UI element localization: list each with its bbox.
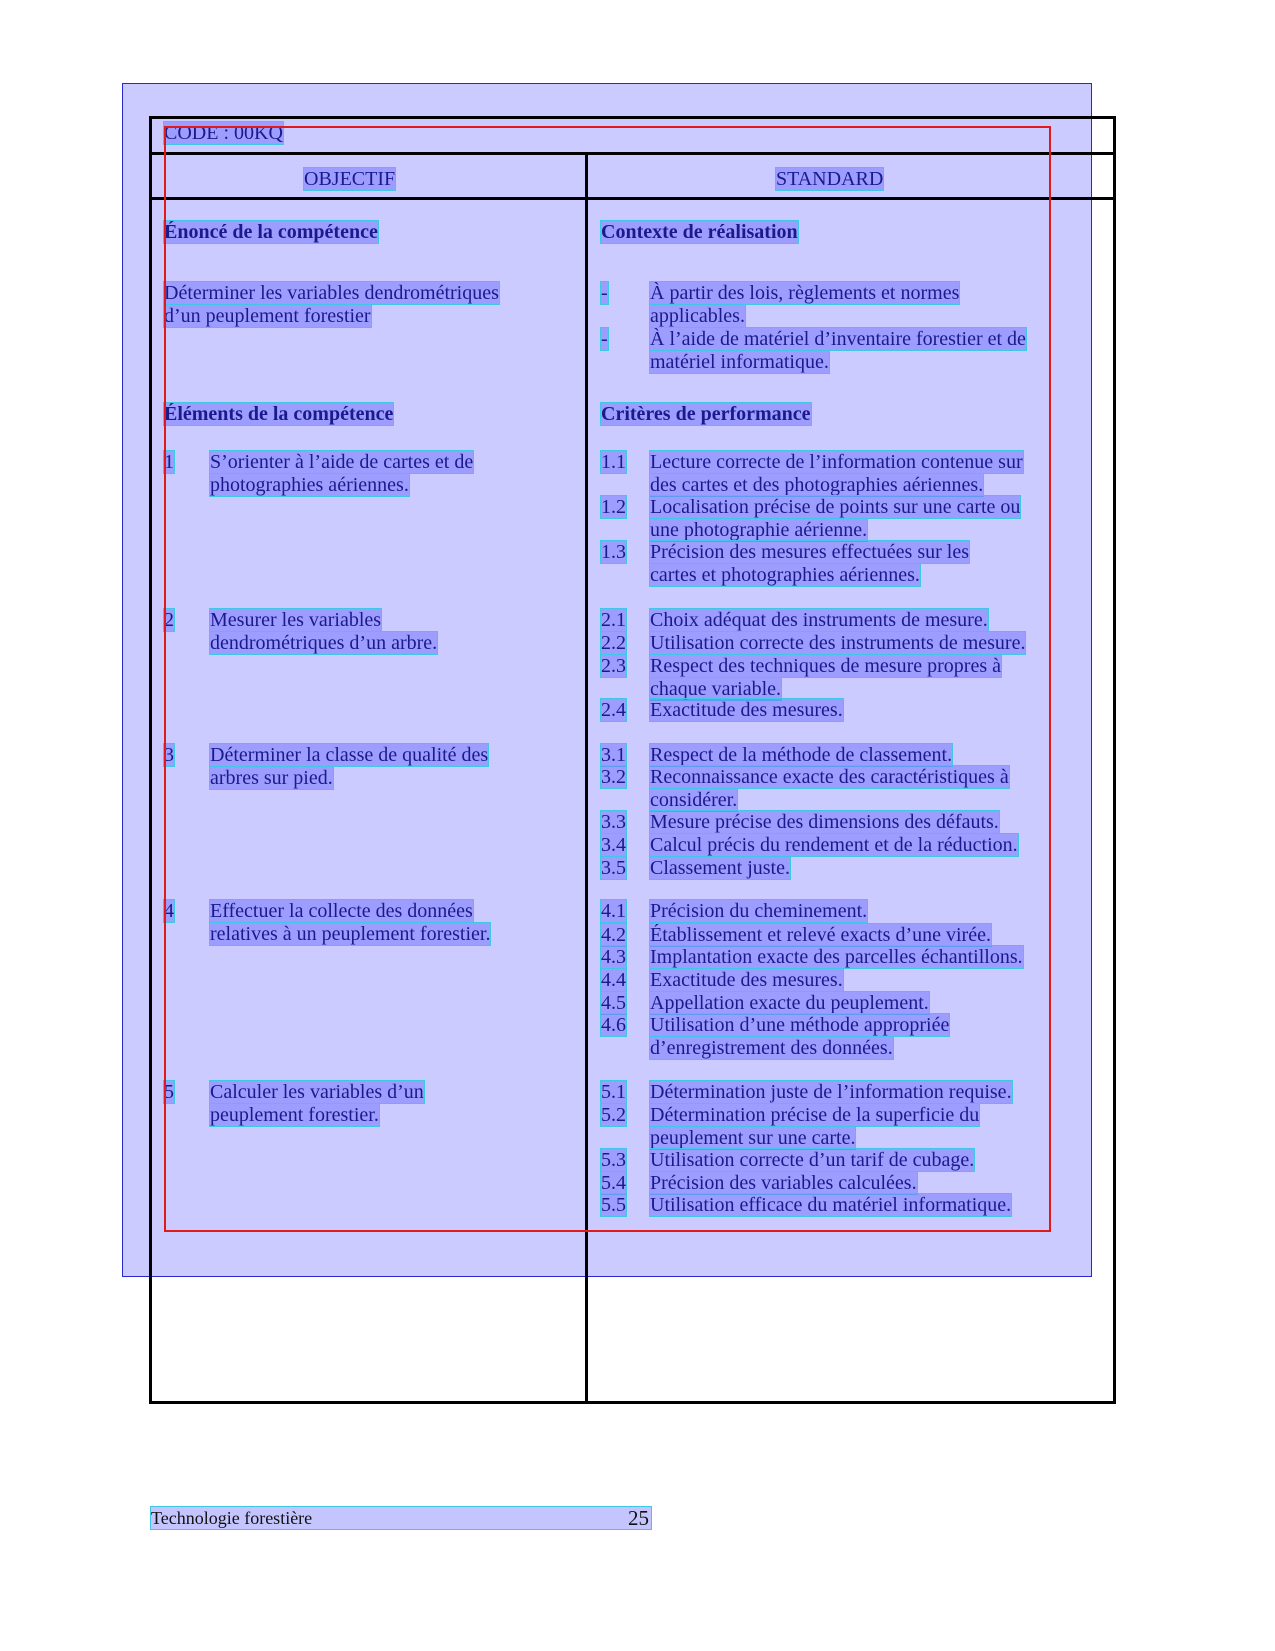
competence-statement: d’un peuplement forestier bbox=[164, 305, 371, 327]
criterion-text: Précision des mesures effectuées sur les bbox=[650, 541, 969, 563]
competence-heading: Énoncé de la compétence bbox=[164, 221, 378, 243]
criterion-number: 4.1 bbox=[601, 900, 626, 922]
column-header-objectif: OBJECTIF bbox=[304, 168, 396, 190]
criterion-number: 5.1 bbox=[601, 1081, 626, 1103]
criterion-text: Localisation précise de points sur une carte ou bbox=[650, 496, 1021, 518]
criterion-number: 3.1 bbox=[601, 744, 626, 766]
criterion-number: 4.3 bbox=[601, 946, 626, 968]
criterion-number: 5.3 bbox=[601, 1149, 626, 1171]
table-divider bbox=[149, 152, 1116, 155]
column-divider bbox=[585, 152, 588, 1404]
context-heading: Contexte de réalisation bbox=[601, 221, 798, 243]
table-divider bbox=[149, 197, 1116, 200]
context-text: applicables. bbox=[650, 304, 745, 327]
criterion-text: Détermination juste de l’information requise. bbox=[650, 1081, 1012, 1103]
criterion-text: Lecture correcte de l’information contenue sur bbox=[650, 451, 1023, 473]
criterion-text: d’enregistrement des données. bbox=[650, 1036, 893, 1059]
element-number: 2 bbox=[164, 609, 174, 631]
element-text: dendrométriques d’un arbre. bbox=[210, 631, 438, 654]
element-number: 3 bbox=[164, 744, 174, 766]
criterion-text: Reconnaissance exacte des caractéristiques à bbox=[650, 766, 1009, 788]
criterion-number: 2.2 bbox=[601, 632, 626, 654]
criterion-number: 3.5 bbox=[601, 857, 626, 879]
criterion-text: Respect des techniques de mesure propres à bbox=[650, 655, 1001, 677]
criterion-text: Appellation exacte du peuplement. bbox=[650, 992, 929, 1014]
criterion-number: 5.4 bbox=[601, 1172, 626, 1194]
elements-heading: Éléments de la compétence bbox=[164, 403, 394, 425]
criterion-number: 4.5 bbox=[601, 992, 626, 1014]
criterion-text: Détermination précise de la superficie du bbox=[650, 1104, 980, 1126]
criterion-text: Classement juste. bbox=[650, 857, 790, 879]
criterion-text: Choix adéquat des instruments de mesure. bbox=[650, 609, 988, 631]
criterion-number: 2.1 bbox=[601, 609, 626, 631]
criterion-number: 4.4 bbox=[601, 969, 626, 991]
criterion-text: Implantation exacte des parcelles échantillons. bbox=[650, 946, 1023, 968]
criterion-number: 2.4 bbox=[601, 699, 626, 721]
context-text: À l’aide de matériel d’inventaire forestier et de bbox=[650, 328, 1026, 350]
criterion-text: Mesure précise des dimensions des défauts. bbox=[650, 811, 999, 833]
criterion-number: 5.2 bbox=[601, 1104, 626, 1126]
criterion-text: Respect de la méthode de classement. bbox=[650, 744, 953, 766]
column-header-standard: STANDARD bbox=[776, 168, 884, 190]
competence-statement: Déterminer les variables dendrométriques bbox=[164, 282, 499, 304]
criterion-number: 4.6 bbox=[601, 1014, 626, 1036]
criterion-number: 2.3 bbox=[601, 655, 626, 677]
footer-title: Technologie forestière bbox=[151, 1508, 313, 1528]
context-bullet: - bbox=[601, 282, 608, 304]
element-text: Effectuer la collecte des données bbox=[210, 900, 473, 922]
page-number: 25 bbox=[628, 1506, 649, 1530]
criterion-text: des cartes et des photographies aériennes. bbox=[650, 473, 984, 496]
page-footer bbox=[151, 1507, 651, 1529]
criterion-number: 1.2 bbox=[601, 496, 626, 518]
element-text: relatives à un peuplement forestier. bbox=[210, 922, 491, 945]
criterion-text: Exactitude des mesures. bbox=[650, 969, 843, 991]
element-text: photographies aériennes. bbox=[210, 473, 409, 496]
context-text: À partir des lois, règlements et normes bbox=[650, 282, 960, 304]
element-number: 5 bbox=[164, 1081, 174, 1103]
criterion-text: Utilisation d’une méthode appropriée bbox=[650, 1014, 950, 1036]
criterion-number: 1.1 bbox=[601, 451, 626, 473]
element-text: S’orienter à l’aide de cartes et de bbox=[210, 451, 474, 473]
criteria-heading: Critères de performance bbox=[601, 403, 811, 425]
criterion-number: 5.5 bbox=[601, 1194, 626, 1216]
criterion-text: Établissement et relevé exacts d’une virée. bbox=[650, 924, 991, 946]
element-number: 1 bbox=[164, 451, 174, 473]
element-text: Mesurer les variables bbox=[210, 609, 382, 631]
criterion-text: peuplement sur une carte. bbox=[650, 1126, 856, 1149]
criterion-text: Précision des variables calculées. bbox=[650, 1172, 917, 1194]
element-text: Calculer les variables d’un bbox=[210, 1081, 424, 1103]
criterion-text: Exactitude des mesures. bbox=[650, 699, 843, 721]
criterion-number: 3.3 bbox=[601, 811, 626, 833]
criterion-text: Utilisation correcte d’un tarif de cubage. bbox=[650, 1149, 975, 1171]
criterion-number: 1.3 bbox=[601, 541, 626, 563]
criterion-number: 3.2 bbox=[601, 766, 626, 788]
criterion-number: 4.2 bbox=[601, 924, 626, 946]
element-text: Déterminer la classe de qualité des bbox=[210, 744, 489, 766]
code-label: CODE : 00KQ bbox=[164, 122, 283, 144]
criterion-text: considérer. bbox=[650, 788, 738, 811]
criterion-text: chaque variable. bbox=[650, 677, 782, 700]
element-text: arbres sur pied. bbox=[210, 766, 333, 789]
criterion-text: une photographie aérienne. bbox=[650, 518, 868, 541]
criterion-text: cartes et photographies aériennes. bbox=[650, 563, 920, 586]
criterion-text: Calcul précis du rendement et de la réduction. bbox=[650, 834, 1018, 856]
criterion-text: Utilisation efficace du matériel informatique. bbox=[650, 1194, 1012, 1216]
criterion-number: 3.4 bbox=[601, 834, 626, 856]
criterion-text: Précision du cheminement. bbox=[650, 900, 868, 922]
element-number: 4 bbox=[164, 900, 174, 922]
context-bullet: - bbox=[601, 328, 608, 350]
criterion-text: Utilisation correcte des instruments de mesure. bbox=[650, 632, 1026, 654]
context-text: matériel informatique. bbox=[650, 350, 829, 373]
element-text: peuplement forestier. bbox=[210, 1103, 379, 1126]
